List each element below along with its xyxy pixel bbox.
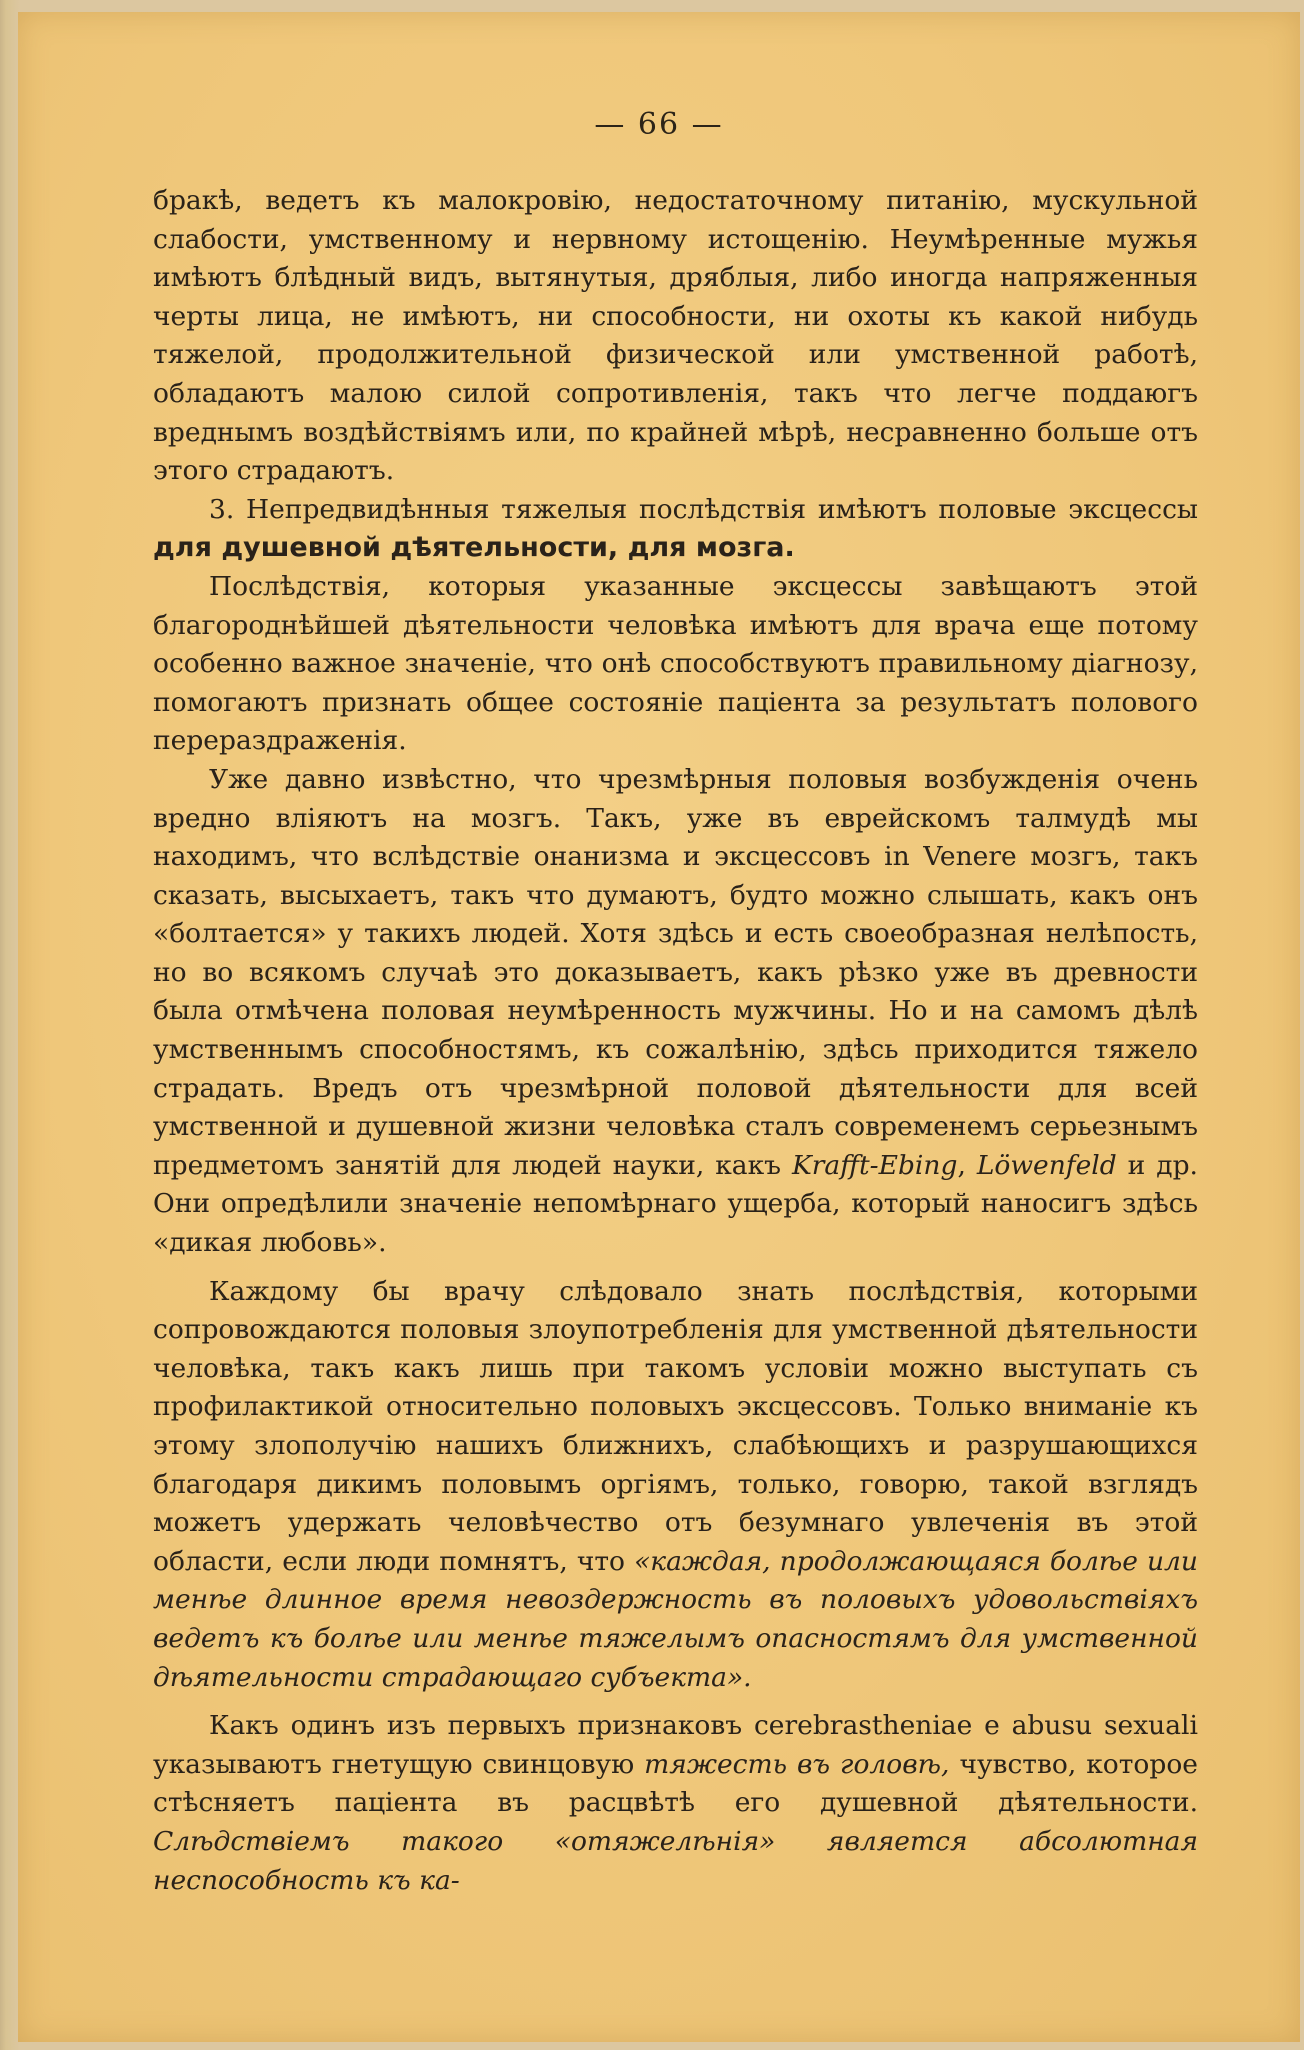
paragraph-4-end: и др. Они опредѣлили значеніе непомѣрнаго ущерба, который наносигъ здѣсь «дикая любовь». [153,1149,1198,1259]
paragraph-2 [153,491,1198,568]
paragraph-4 [153,761,1198,1263]
author-separator: , [957,1149,966,1181]
paragraph-2-heading: для душевной дѣятельности, для мозга. [153,532,795,564]
paragraph-6-middle: чувство, которое стѣсняетъ паціента въ расцвѣтѣ его душевной дѣятельности. [153,1748,1198,1819]
paragraph-1: бракѣ, ведетъ къ малокровію, недостаточному питанію, мускульной слабости, умственному и нервному истощенію. Неумѣренные мужья имѣютъ блѣдный видъ, вытянутыя, дряблыя, либо иногда напряженныя черты лица, не имѣютъ, ни способности, ни охоты къ какой нибудь тяжелой, продолжительной физической или умственной работѣ, обладаютъ малою силой сопротивленія, такъ что легче поддаюгъ вреднымъ воздѣйствіямъ или, по крайней мѣрѣ, несравненно больше отъ этого страдаютъ. [153,185,1198,487]
paragraph-5 [153,1273,1198,1698]
page-text [153,182,1198,1900]
paragraph-2-text: 3. Непредвидѣнныя тяжелыя послѣдствія имѣютъ половые эксцессы [209,493,1198,525]
paragraph-5-quote: «каждая, продолжающаяся болѣе или менѣе длинное время невоздержность въ половыхъ удовольствіяхъ ведетъ къ болѣе или менѣе тяжелымъ опасностямъ для умственной дѣятельности страдающаго субъекта». [153,1545,1198,1693]
paragraph-5-text: Каждому бы врачу слѣдовало знать послѣдствія, которыми сопровождаются половыя злоупотребленія для умственной дѣятельности человѣка, такъ какъ лишь при такомъ условіи можно выступать съ профилактикой относительно половыхъ эксцессовъ. Только вниманіе къ этому злополучію нашихъ ближнихъ, слабѣющихъ и разрушающихся благодаря дикимъ половымъ оргіямъ, только, говорю, такой взглядъ можетъ удержать человѣчество отъ безумнаго увлеченія въ этой области, если люди помнятъ, что [153,1275,1198,1577]
paragraph-6 [153,1707,1198,1900]
paragraph-6-emphasis-2: Слѣдствіемъ такого «отяжелѣнія» является абсолютная неспособность къ ка- [153,1825,1198,1896]
paragraph-3: Послѣдствія, которыя указанные эксцессы завѣщаютъ этой благороднѣйшей дѣятельности человѣка имѣютъ для врача еще потому особенно важное значеніе, что онѣ способствуютъ правильному діагнозу, помогаютъ признать общее состояніе паціента за результатъ полового перераздраженія. [153,570,1198,757]
page-number: — 66 — [594,107,724,142]
author-krafft-ebing: Krafft-Ebing [791,1149,958,1181]
paragraph-6-text: Какъ одинъ изъ первыхъ признаковъ cerebrasthenіае e abusu sexuali указываютъ гнетущую свинцовую [153,1710,1198,1780]
author-loewenfeld: Löwenfeld [976,1149,1117,1181]
book-page [18,12,1300,2042]
paragraph-4-text: Уже давно извѣстно, что чрезмѣрныя половыя возбужденія очень вредно вліяютъ на мозгъ. Такъ, уже въ еврейскомъ талмудѣ мы находимъ, что вслѣдствіе онанизма и эксцессовъ in Venere мозгъ, такъ сказать, высыхаетъ, такъ что думаютъ, будто можно слышать, какъ онъ «болтается» у такихъ людей. Хотя здѣсь и есть своеобразная нелѣпость, но во всякомъ случаѣ это доказываетъ, какъ рѣзко уже въ древности была отмѣчена половая неумѣренность мужчины. Но и на самомъ дѣлѣ умственнымъ способностямъ, къ сожалѣнію, здѣсь приходится тяжело страдать. Вредъ отъ чрезмѣрной половой дѣятельности для всей умственной и душевной жизни человѣка сталъ современемъ серьезнымъ предметомъ занятій для людей науки, какъ [153,763,1198,1181]
paragraph-6-emphasis-1: тяжесть въ головѣ, [644,1748,950,1780]
